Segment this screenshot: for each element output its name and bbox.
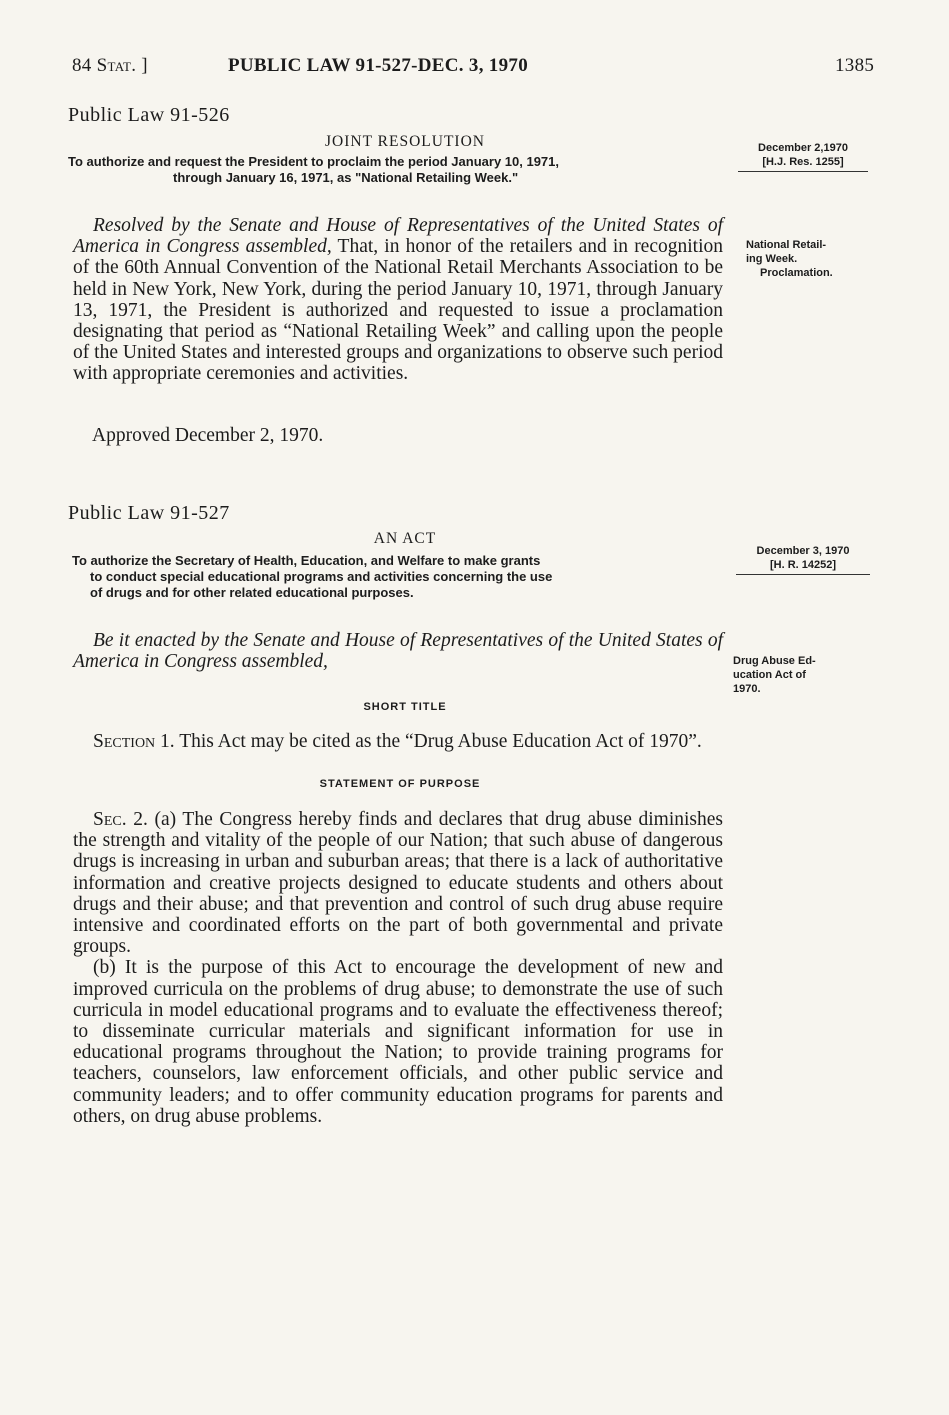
law1-margin-date: December 2,1970 [758,142,848,154]
law2-margin-note-line3: 1970. [733,683,761,695]
law2-purpose-line3: of drugs and for other related educational purposes. [90,585,414,600]
section2b-text: (b) It is the purpose of this Act to encourage the development of new and improved curricula on the problems of drug abuse; to demonstrate the use of such curricula in model educational programs and to evaluate the effectiveness thereof; to disseminate curricular materials and significant information for use in educational programs throughout the Nation; to provide training programs for teachers, counselors, law enforcement officials, and other public service and community leaders; and to offer community education programs for parents and others, on drug abuse problems. [73,957,723,1127]
law1-margin-note-line1: National Retail- [746,239,827,251]
law2-margin-note-line1: Drug Abuse Ed- [733,655,816,667]
section2 [73,809,723,1127]
short-title-heading: SHORT TITLE [363,701,447,713]
law1-title: Public Law 91-526 [68,104,230,126]
law1-resolution-text: That, in honor of the retailers and in recognition of the 60th Annual Convention of the National Retail Merchants Association to be held in New York, New York, during the period January 10, 1971, through January 13, 1971, the President is authorized and requested to issue a proclamation designating that period as “National Retailing Week” and calling upon the people of the United States and interested groups and organizations to observe such period with appropriate ceremonies and activities. [73,236,723,385]
law1-purpose-line2: through January 16, 1971, as "National Retailing Week." [173,170,519,185]
statement-of-purpose-heading: STATEMENT OF PURPOSE [319,778,481,790]
law2-margin-note [733,654,843,696]
law1-margin-note-line2: ing Week. [746,253,798,265]
law1-margin-citation [738,141,868,172]
law1-margin-note [746,238,861,280]
law2-enacting-clause: Be it enacted by the Senate and House of Representatives of the United States of America in Congress assembled, [73,630,723,673]
section2-label: Sec. 2. [93,809,148,830]
law1-enacting-clause: Resolved by the Senate and House of Representatives of the United States of America in Congress assembled, [73,215,723,258]
section1-text: This Act may be cited as the “Drug Abuse Education Act of 1970”. [174,731,702,752]
law2-enacting [73,630,723,672]
law2-margin-citation [736,544,870,575]
section2a-text: (a) The Congress hereby finds and declares that drug abuse diminishes the strength and vitality of the people of our Nation; that such abuse of dangerous drugs is increasing in urban and suburban areas; that there is a lack of authoritative information and creative projects designed to educate students and others about drugs and their abuse; and that prevention and control of such drug abuse require intensive and coordinated efforts on the part of both governmental and private groups. [73,809,723,958]
law2-purpose [72,553,732,601]
law1-body [73,215,723,385]
header-page-number: 1385 [835,55,875,76]
header-volume: 84 Stat. ] [72,55,148,76]
law1-purpose-line1: To authorize and request the President to proclaim the period January 10, 1971, [68,154,559,169]
law1-kind: JOINT RESOLUTION [325,133,485,150]
law2-purpose-line2: to conduct special educational programs and activities concerning the use [90,569,553,584]
law2-kind: AN ACT [373,530,437,547]
law2-margin-date: December 3, 1970 [756,545,850,557]
law1-margin-ref: [H.J. Res. 1255] [738,155,868,172]
law2-margin-note-line2: ucation Act of [733,669,806,681]
law2-purpose-line1: To authorize the Secretary of Health, Education, and Welfare to make grants [72,553,541,568]
section1-label: Section 1. [93,731,175,752]
header-title: PUBLIC LAW 91-527-DEC. 3, 1970 [228,55,529,76]
section1 [73,731,723,752]
law1-margin-note-line3: Proclamation. [760,267,833,279]
law1-purpose [68,154,728,186]
law2-margin-ref: [H. R. 14252] [736,558,870,575]
law2-title: Public Law 91-527 [68,502,230,524]
law1-approved: Approved December 2, 1970. [92,425,324,446]
